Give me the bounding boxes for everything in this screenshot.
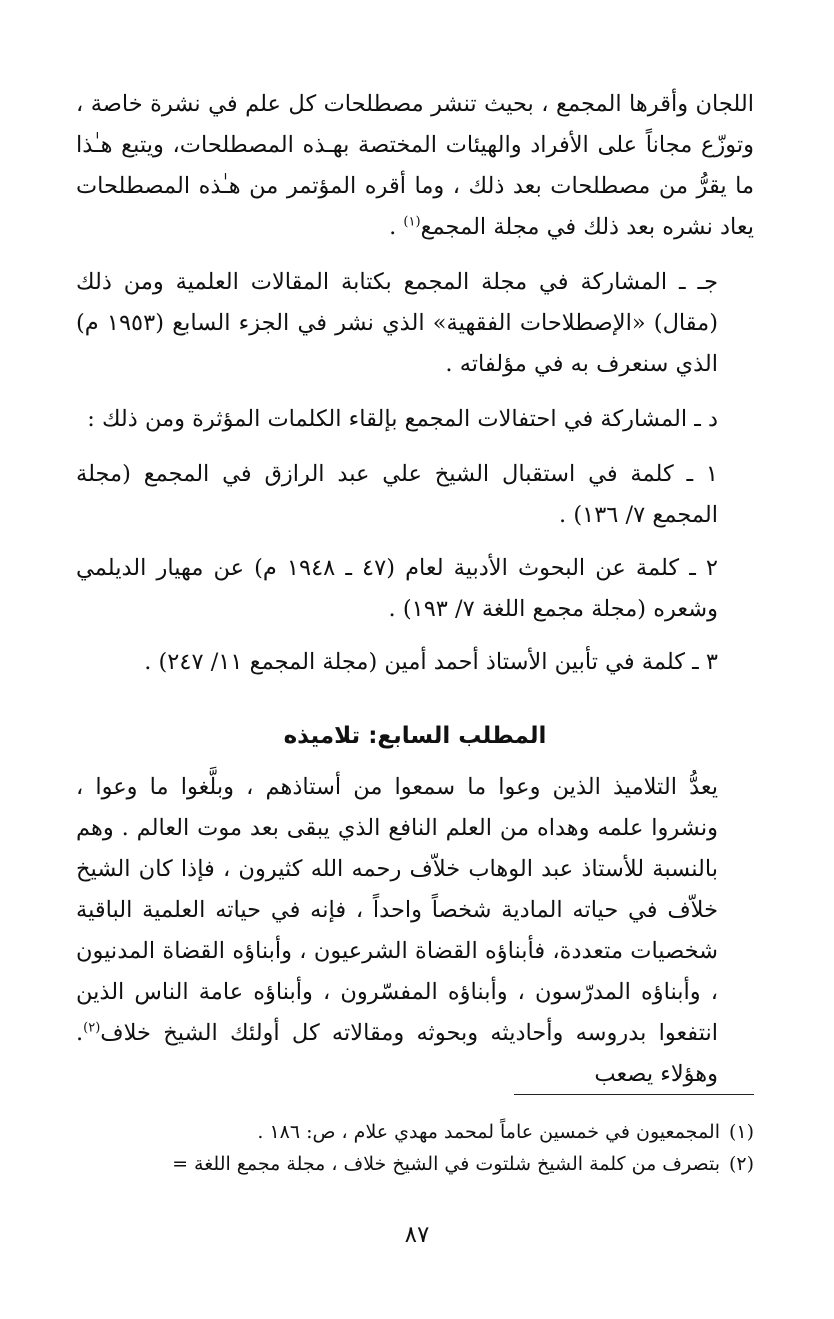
paragraph-end: . وهؤلاء يصعب bbox=[76, 1020, 718, 1087]
paragraph-text: يعدُّ التلاميذ الذين وعوا ما سمعوا من أستاذهم ، وبلَّغوا ما وعوا ، ونشروا علمه وهداه من العلم النافع الذي يبقى بعد موت العالم . وهم بالنسبة للأستاذ عبد الوهاب خلاّف رحمه الله كثيرون ، فإذا كان الشيخ خلاّف في حياته المادية شخصاً واحداً ، فإنه في حياته العلمية الباقية شخصيات متعددة، فأبناؤه القضاة الشرعيون ، وأبناؤه القضاة المدنيون ، وأبناؤه المدرّسون ، وأبناؤه المفسّرون ، وأبناؤه عامة الناس الذين انتفعوا بدروسه وأحاديثه وبحوثه ومقالاته كل أولئك الشيخ خلاف bbox=[76, 774, 719, 1046]
paragraph-end: . bbox=[389, 214, 404, 240]
list-item-1: ١ ـ كلمة في استقبال الشيخ علي عبد الرازق في المجمع (مجلة المجمع ٧/ ١٣٦) . bbox=[76, 461, 718, 528]
main-text bbox=[76, 84, 754, 1109]
footnote-1 bbox=[76, 1116, 754, 1148]
footnote-number: (٢) bbox=[728, 1153, 754, 1175]
section-heading: المطلب السابع: تلاميذه bbox=[283, 723, 547, 749]
paragraph-celebrations: د ـ المشاركة في احتفالات المجمع بإلقاء الكلمات المؤثرة ومن ذلك : bbox=[87, 406, 718, 432]
footnote-text: المجمعيون في خمسين عاماً لمحمد مهدي علام ، ص: ١٨٦ . bbox=[257, 1121, 720, 1143]
footnote-text: بتصرف من كلمة الشيخ شلتوت في الشيخ خلاف ، مجلة مجمع اللغة = bbox=[172, 1153, 720, 1175]
paragraph-journal-participation: جـ ـ المشاركة في مجلة المجمع بكتابة المقالات العلمية ومن ذلك (مقال) «الإصطلاحات الفقهية» الذي نشر في الجزء السابع (١٩٥٣ م) الذي سنعرف به في مؤلفاته . bbox=[76, 269, 718, 377]
footnote-divider bbox=[514, 1094, 754, 1095]
paragraph-students bbox=[76, 767, 754, 1095]
paragraph-committee-terms bbox=[76, 84, 754, 248]
list-item-2: ٢ ـ كلمة عن البحوث الأدبية لعام (٤٧ ـ ١٩٤٨ م) عن مهيار الديلمي وشعره (مجلة مجمع اللغة ٧/ ١٩٣) . bbox=[76, 555, 718, 622]
footnote-ref-2[interactable]: (٢) bbox=[83, 1020, 101, 1036]
footnotes bbox=[76, 1116, 754, 1180]
footnote-number: (١) bbox=[728, 1121, 754, 1143]
footnote-ref-1[interactable]: (١) bbox=[403, 214, 421, 230]
list-item-3: ٣ ـ كلمة في تأبين الأستاذ أحمد أمين (مجلة المجمع ١١/ ٢٤٧) . bbox=[144, 649, 718, 675]
page-number: ٨٧ bbox=[404, 1222, 430, 1248]
footnote-2 bbox=[76, 1148, 754, 1180]
paragraph-text: اللجان وأقرها المجمع ، بحيث تنشر مصطلحات كل علم في نشرة خاصة ، وتوزّع مجاناً على الأفراد والهيئات المختصة بهـذه المصطلحات، ويتبع هـٰذا ما يقرُّ من مصطلحات بعد ذلك ، وما أقره المؤتمر من هـٰذه المصطلحات يعاد نشره بعد ذلك في مجلة المجمع bbox=[76, 91, 754, 240]
